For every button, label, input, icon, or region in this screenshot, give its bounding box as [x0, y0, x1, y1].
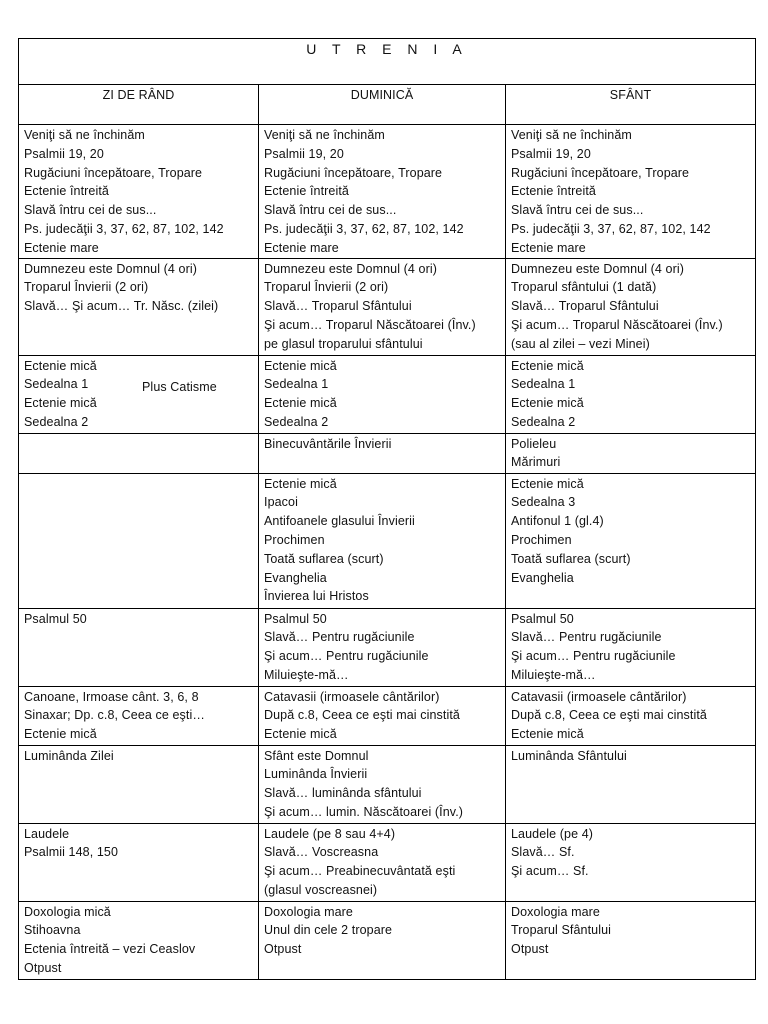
cell-line: Sedealna 2 [24, 414, 89, 429]
cell-line: Polieleu [511, 436, 557, 451]
cell-line: Slavă… Pentru rugăciunile [511, 630, 662, 645]
cell-line: Laudele (pe 8 sau 4+4) [264, 826, 396, 841]
cell-line: Canoane, Irmoase cânt. 3, 6, 8 [24, 689, 199, 704]
table-row [19, 433, 756, 473]
table-row [19, 745, 756, 823]
cell-line: Toată suflarea (scurt) [264, 551, 384, 566]
cell-line: Dumnezeu este Domnul (4 ori) [511, 261, 685, 276]
cell-line: Ectenia întreită – vezi Ceaslov [24, 942, 196, 957]
cell-line: Sfânt este Domnul [264, 748, 369, 763]
cell-zi-de-rand [19, 745, 259, 823]
cell-line: Ps. judecăţii 3, 37, 62, 87, 102, 142 [511, 221, 711, 236]
cell-line: Troparul Sfântului [511, 923, 611, 938]
cell-line: Slavă întru cei de sus... [24, 203, 157, 218]
cell-line: Ectenie mică [24, 396, 97, 411]
cell-line: Şi acum… Preabinecuvântată eşti [264, 864, 456, 879]
cell-line: Antifonul 1 (gl.4) [511, 514, 604, 529]
cell-line: Sedealna 1 [264, 377, 329, 392]
cell-line: Slavă… Troparul Sfântului [511, 299, 659, 314]
cell-line: Rugăciuni începătoare, Tropare [264, 165, 443, 180]
cell-line: Ectenie mare [264, 240, 339, 255]
cell-line: Ectenie mică [511, 476, 584, 491]
cell-zi-de-rand [19, 686, 259, 745]
cell-line: Şi acum… Troparul Născătoarei (Înv.) [511, 317, 723, 332]
cell-sfant [506, 433, 756, 473]
cell-line: (sau al zilei – vezi Minei) [511, 336, 650, 351]
cell-line: Rugăciuni începătoare, Tropare [511, 165, 690, 180]
cell-line: Evanghelia [511, 570, 574, 585]
cell-line: Doxologia mare [264, 904, 353, 919]
cell-line: Otpust [24, 960, 62, 975]
cell-sfant [506, 686, 756, 745]
cell-line: Psalmii 19, 20 [24, 146, 104, 161]
cell-line: Miluieşte-mă… [264, 667, 349, 682]
cell-line: Psalmii 148, 150 [24, 845, 119, 860]
table-row [19, 686, 756, 745]
cell-line: Catavasii (irmoasele cântărilor) [264, 689, 440, 704]
cell-line: Laudele (pe 4) [511, 826, 594, 841]
cell-line: Şi acum… Troparul Născătoarei (Înv.) [264, 317, 476, 332]
cell-zi-de-rand [19, 433, 259, 473]
cell-line: Veniţi să ne închinăm [264, 128, 385, 142]
cell-zi-de-rand [19, 258, 259, 355]
cell-line: Şi acum… Pentru rugăciunile [511, 649, 676, 664]
title-row [19, 39, 756, 85]
cell-line: Prochimen [264, 532, 325, 547]
cell-line: Ps. judecăţii 3, 37, 62, 87, 102, 142 [264, 221, 464, 236]
cell-duminica [259, 745, 506, 823]
cell-line: Ectenie întreită [24, 184, 109, 199]
cell-zi-de-rand [19, 823, 259, 901]
table-row [19, 901, 756, 979]
cell-line: Slavă întru cei de sus... [264, 203, 397, 218]
cell-line: Prochimen [511, 532, 572, 547]
cell-line: Luminânda Învierii [264, 767, 368, 782]
cell-line: Laudele [24, 826, 70, 841]
cell-duminica [259, 355, 506, 433]
cell-line: Şi acum… Sf. [511, 864, 589, 879]
cell-sfant [506, 473, 756, 608]
cell-line: Slavă întru cei de sus... [511, 203, 644, 218]
cell-zi-de-rand [19, 125, 259, 259]
cell-line: Dumnezeu este Domnul (4 ori) [24, 261, 198, 276]
utrenia-table [18, 38, 756, 980]
cell-line: Ectenie mică [24, 727, 97, 742]
cell-zi-de-rand [19, 901, 259, 979]
cell-line: Slavă… luminânda sfântului [264, 786, 422, 801]
cell-line: Unul din cele 2 tropare [264, 923, 393, 938]
cell-sfant [506, 823, 756, 901]
cell-sfant [506, 125, 756, 259]
table-body [19, 39, 756, 980]
cell-duminica [259, 473, 506, 608]
cell-line: Şi acum… lumin. Născătoarei (Înv.) [264, 804, 464, 819]
cell-line: Slavă… Sf. [511, 845, 575, 860]
cell-line: (glasul voscreasnei) [264, 882, 378, 897]
cell-line: Rugăciuni începătoare, Tropare [24, 165, 203, 180]
cell-line: Sedealna 3 [511, 495, 576, 510]
cell-line: Ectenie mică [511, 727, 584, 742]
cell-zi-de-rand [19, 473, 259, 608]
cell-duminica [259, 608, 506, 686]
cell-line: Ectenie mică [264, 358, 337, 373]
cell-line: Sedealna 1 [24, 377, 89, 392]
cell-duminica [259, 258, 506, 355]
column-header-zi-de-rand: ZI DE RÂND [19, 85, 259, 125]
cell-line: Psalmii 19, 20 [511, 146, 591, 161]
cell-line: Psalmul 50 [264, 611, 327, 626]
cell-line: Antifoanele glasului Învierii [264, 514, 415, 529]
cell-duminica [259, 125, 506, 259]
plus-catisme-note: Plus Catisme [142, 379, 217, 394]
cell-line: Miluieşte-mă… [511, 667, 596, 682]
cell-sfant [506, 608, 756, 686]
cell-line: Troparul sfântului (1 dată) [511, 280, 657, 295]
cell-line: Troparul Învierii (2 ori) [264, 280, 389, 295]
cell-line: Luminânda Sfântului [511, 748, 627, 763]
cell-line: Mărimuri [511, 455, 561, 470]
cell-line: Otpust [511, 942, 549, 957]
cell-line: Sedealna 1 [511, 377, 576, 392]
table-row [19, 473, 756, 608]
cell-line: Veniţi să ne închinăm [511, 128, 632, 142]
cell-line: Slavă… Voscreasna [264, 845, 379, 860]
cell-line: Ectenie mică [511, 396, 584, 411]
cell-line: Sedealna 2 [511, 414, 576, 429]
cell-line: Veniţi să ne închinăm [24, 128, 145, 142]
table-row [19, 125, 756, 259]
cell-line: Ipacoi [264, 495, 298, 510]
cell-line: Ectenie mică [511, 358, 584, 373]
cell-line: Evanghelia [264, 570, 327, 585]
cell-line: Troparul Învierii (2 ori) [24, 280, 149, 295]
cell-line: Şi acum… Pentru rugăciunile [264, 649, 429, 664]
table-row [19, 823, 756, 901]
cell-duminica [259, 686, 506, 745]
header-row [19, 85, 756, 125]
cell-zi-de-rand [19, 355, 259, 433]
cell-line: Ps. judecăţii 3, 37, 62, 87, 102, 142 [24, 221, 224, 236]
cell-line: Sinaxar; Dp. c.8, Ceea ce eşti… [24, 708, 205, 723]
cell-sfant [506, 901, 756, 979]
cell-duminica [259, 823, 506, 901]
table-row [19, 608, 756, 686]
cell-line: După c.8, Ceea ce eşti mai cinstită [264, 708, 460, 723]
cell-line: Doxologia mare [511, 904, 600, 919]
cell-line: Ectenie mică [24, 358, 97, 373]
cell-line: Luminânda Zilei [24, 748, 114, 763]
cell-line: Otpust [264, 942, 302, 957]
column-header-duminica: DUMINICĂ [259, 85, 506, 125]
cell-line: Ectenie mică [264, 476, 337, 491]
cell-line: Psalmii 19, 20 [264, 146, 344, 161]
cell-line: Catavasii (irmoasele cântărilor) [511, 689, 687, 704]
cell-line: Psalmul 50 [24, 611, 87, 626]
cell-line: Învierea lui Hristos [264, 589, 369, 604]
cell-line: Dumnezeu este Domnul (4 ori) [264, 261, 438, 276]
cell-line: pe glasul troparului sfântului [264, 336, 423, 351]
table-row [19, 258, 756, 355]
cell-line: Ectenie mare [24, 240, 99, 255]
cell-line: Stihoavna [24, 923, 81, 938]
cell-line: Ectenie mică [264, 396, 337, 411]
cell-line: Ectenie mică [264, 727, 337, 742]
column-header-sfant: SFÂNT [506, 85, 756, 125]
cell-line: După c.8, Ceea ce eşti mai cinstită [511, 708, 707, 723]
table-row [19, 355, 756, 433]
cell-sfant [506, 355, 756, 433]
cell-line: Ectenie întreită [264, 184, 349, 199]
cell-duminica [259, 433, 506, 473]
cell-line: Slavă… Troparul Sfântului [264, 299, 412, 314]
cell-line: Ectenie mare [511, 240, 586, 255]
cell-line: Binecuvântările Învierii [264, 436, 392, 451]
cell-line: Sedealna 2 [264, 414, 329, 429]
cell-sfant [506, 258, 756, 355]
cell-line: Slavă… Şi acum… Tr. Născ. (zilei) [24, 299, 219, 314]
cell-line: Slavă… Pentru rugăciunile [264, 630, 415, 645]
cell-sfant [506, 745, 756, 823]
cell-line: Toată suflarea (scurt) [511, 551, 631, 566]
cell-duminica [259, 901, 506, 979]
cell-zi-de-rand [19, 608, 259, 686]
cell-line: Psalmul 50 [511, 611, 574, 626]
cell-line: Ectenie întreită [511, 184, 596, 199]
table-title: U T R E N I A [19, 39, 756, 85]
cell-line: Doxologia mică [24, 904, 111, 919]
